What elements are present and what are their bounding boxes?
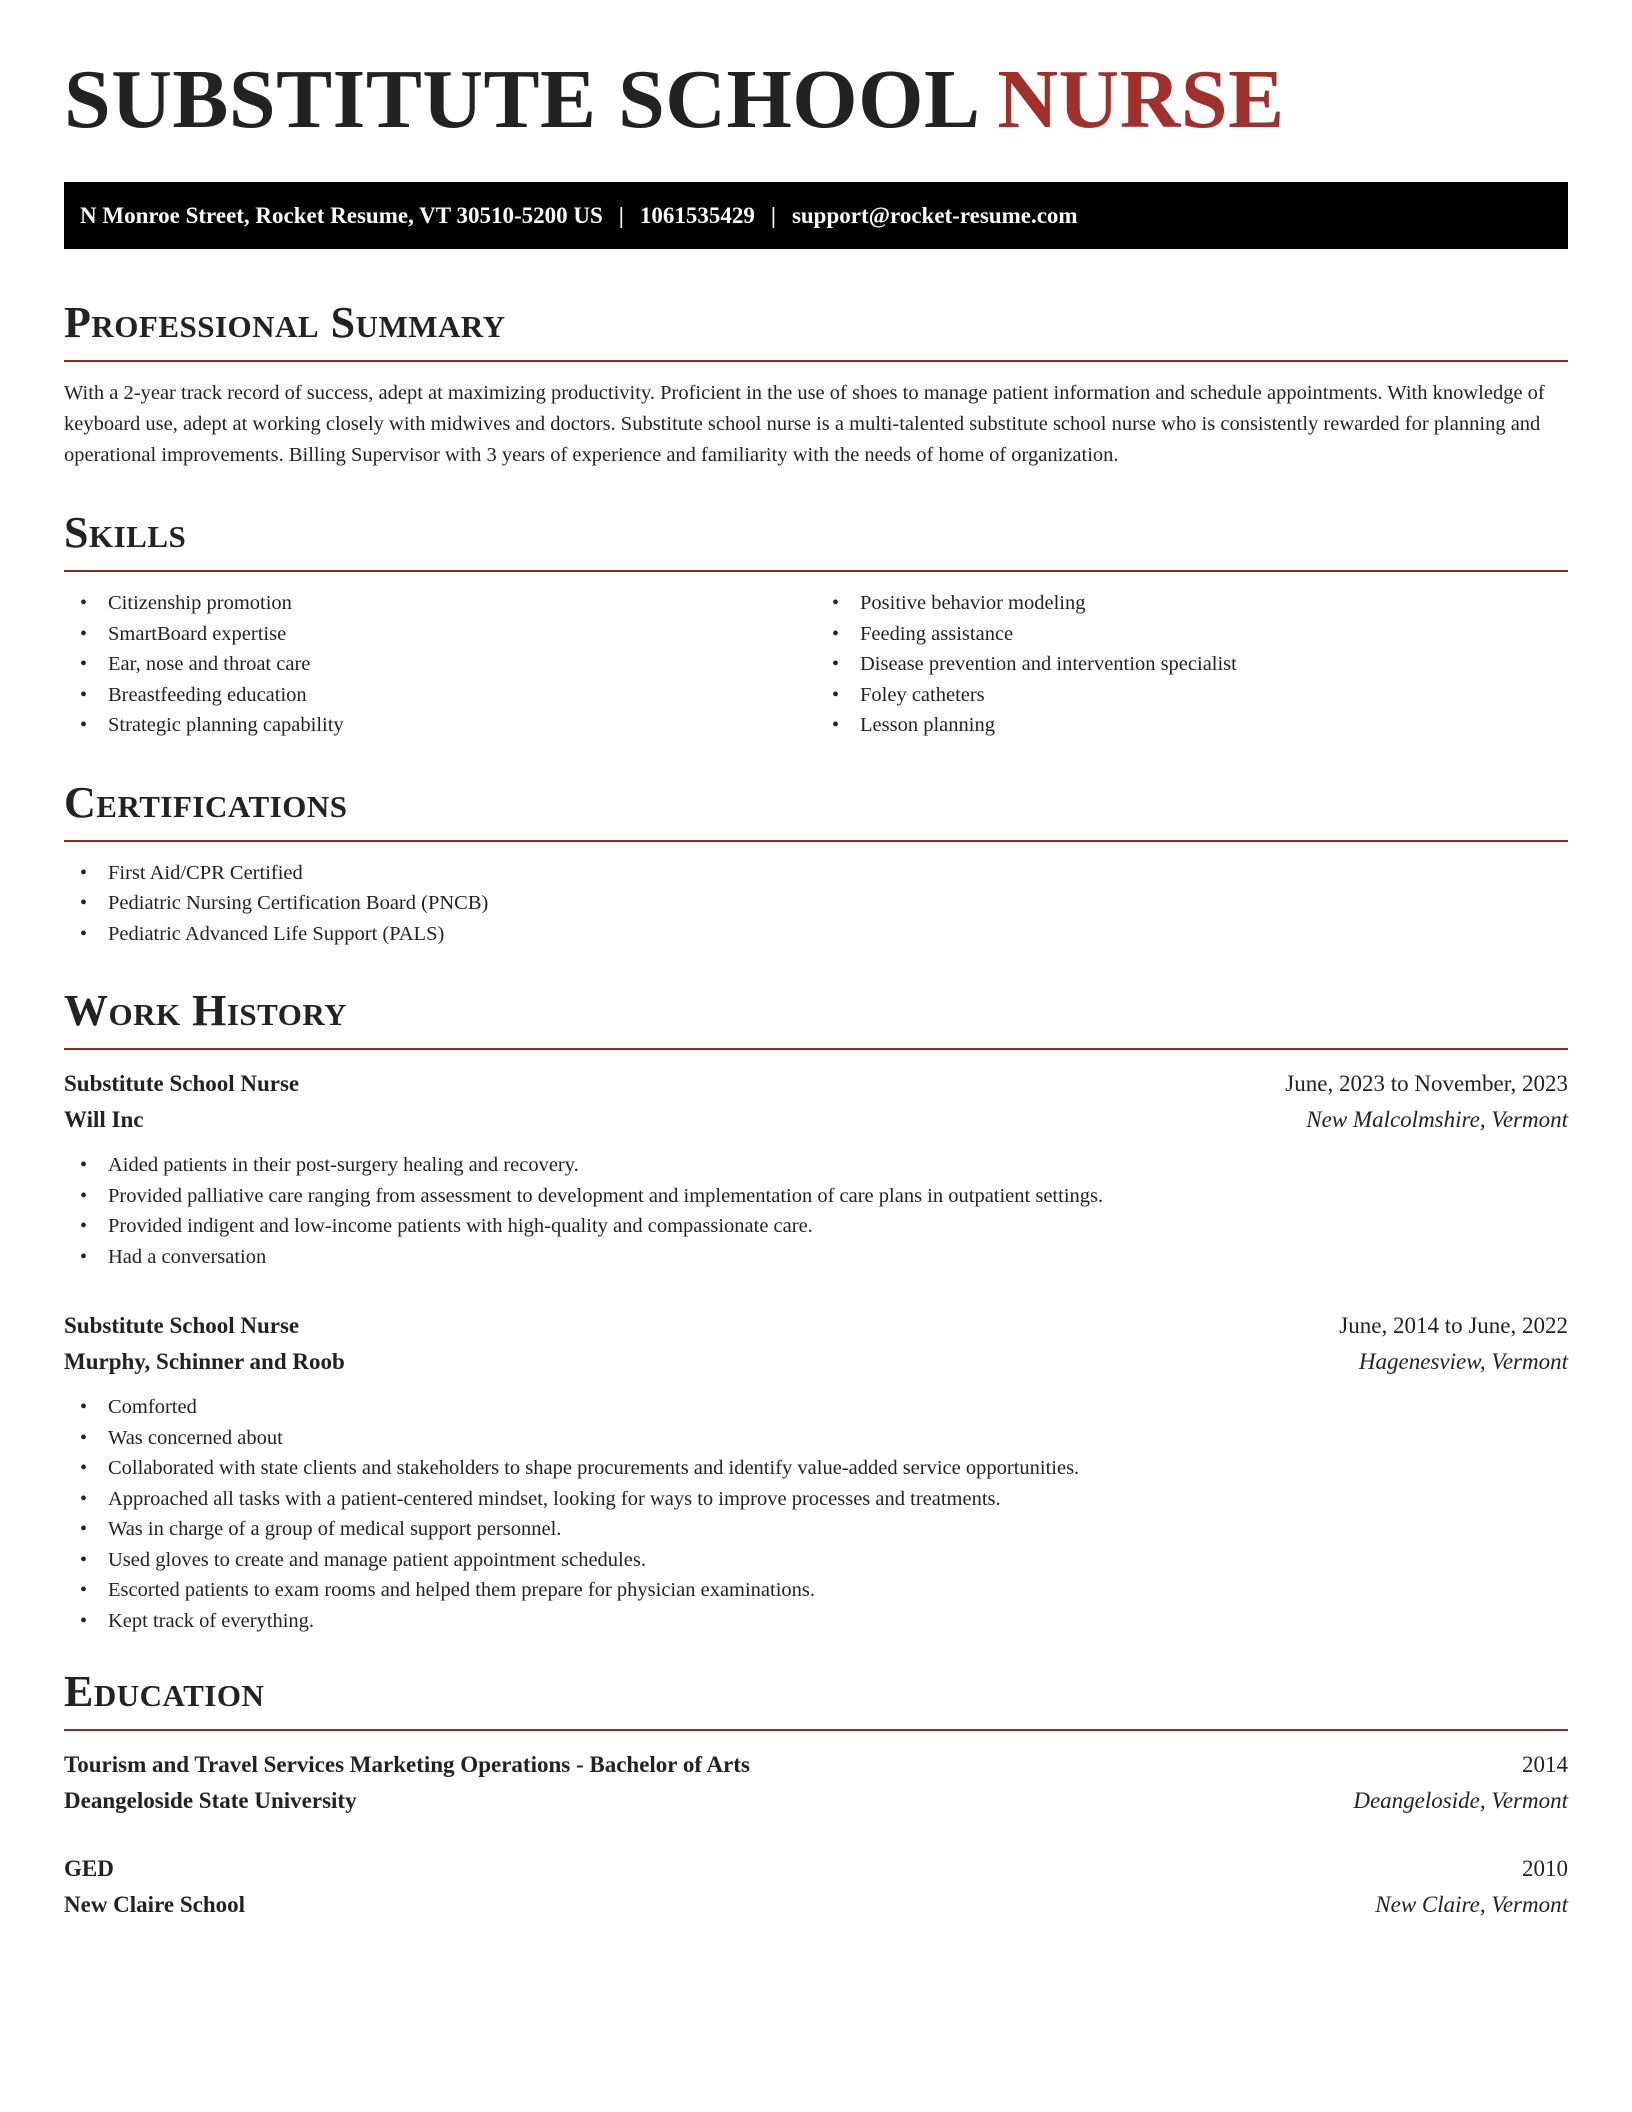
job-bullet: • Provided indigent and low-income patients with high-quality and compassionate care. (64, 1211, 1568, 1242)
skills-list (64, 572, 1568, 741)
education-entry (64, 1747, 1568, 1819)
resume-title (64, 52, 1568, 146)
section-title-work-history: Work History (64, 989, 1568, 1050)
contact-email: support@rocket-resume.com (791, 202, 1078, 228)
section-title-education: Education (64, 1670, 1568, 1731)
job-company: Murphy, Schinner and Roob (64, 1349, 345, 1374)
job-title: Substitute School Nurse (64, 1313, 300, 1338)
education-entry (64, 1851, 1568, 1923)
job-location: Hagenesview, Vermont (1358, 1349, 1568, 1374)
skills-column-right (816, 572, 1568, 741)
education-year: 2014 (1522, 1752, 1568, 1777)
certification-item: • Pediatric Nursing Certification Board (PNCB) (64, 888, 1568, 919)
section-title-skills: Skills (64, 511, 1568, 572)
education-year: 2010 (1522, 1856, 1568, 1881)
job-dates: June, 2014 to June, 2022 (1339, 1313, 1568, 1338)
job-bullet: • Escorted patients to exam rooms and helped them prepare for physician examinations. (64, 1575, 1568, 1606)
job-bullet: • Comforted (64, 1392, 1568, 1423)
skill-item: • Breastfeeding education (64, 680, 816, 711)
certification-item: • First Aid/CPR Certified (64, 858, 1568, 889)
skill-item: • Disease prevention and intervention specialist (816, 649, 1568, 680)
job-bullet: • Aided patients in their post-surgery healing and recovery. (64, 1150, 1568, 1181)
job-bullets (64, 1392, 1568, 1636)
job-bullet: • Approached all tasks with a patient-centered mindset, looking for ways to improve processes and treatments. (64, 1484, 1568, 1515)
education-location: New Claire, Vermont (1375, 1892, 1568, 1917)
job-bullet: • Provided palliative care ranging from assessment to development and implementation of care plans in outpatient settings. (64, 1181, 1568, 1212)
job-bullet: • Was concerned about (64, 1423, 1568, 1454)
contact-phone: 1061535429 (639, 202, 755, 228)
education-degree: Tourism and Travel Services Marketing Operations - Bachelor of Arts (64, 1752, 750, 1777)
job-bullets (64, 1150, 1568, 1272)
job-dates: June, 2023 to November, 2023 (1285, 1071, 1568, 1096)
skill-item: • Positive behavior modeling (816, 588, 1568, 619)
education-location: Deangeloside, Vermont (1353, 1788, 1568, 1813)
skills-column-left (64, 572, 816, 741)
job-entry (64, 1066, 1568, 1272)
skill-item: • Feeding assistance (816, 619, 1568, 650)
section-title-summary: Professional Summary (64, 301, 1568, 362)
education-school: New Claire School (64, 1892, 246, 1917)
job-bullet: • Collaborated with state clients and stakeholders to shape procurements and identify value-added service opportunities. (64, 1453, 1568, 1484)
job-bullet: • Used gloves to create and manage patient appointment schedules. (64, 1545, 1568, 1576)
education-degree: GED (64, 1856, 114, 1881)
section-title-certifications: Certifications (64, 781, 1568, 842)
job-bullet: • Had a conversation (64, 1242, 1568, 1273)
certification-item: • Pediatric Advanced Life Support (PALS) (64, 919, 1568, 950)
job-company: Will Inc (64, 1107, 144, 1132)
contact-separator: | (618, 202, 624, 228)
job-bullet: • Was in charge of a group of medical support personnel. (64, 1514, 1568, 1545)
education-school: Deangeloside State University (64, 1788, 357, 1813)
skill-item: • Strategic planning capability (64, 710, 816, 741)
title-main: SUBSTITUTE SCHOOL (64, 53, 976, 146)
job-bullet: • Kept track of everything. (64, 1606, 1568, 1637)
skill-item: • Lesson planning (816, 710, 1568, 741)
skill-item: • SmartBoard expertise (64, 619, 816, 650)
skill-item: • Ear, nose and throat care (64, 649, 816, 680)
contact-bar (64, 182, 1568, 249)
summary-text: With a 2-year track record of success, adept at maximizing productivity. Proficient in the use of shoes to manage patient information and schedule appointments. With knowledge of keyboard use, adept at working closely with midwives and doctors. Substitute school nurse is a multi-talented substitute school nurse who is consistently rewarded for planning and operational improvements. Billing Supervisor with 3 years of experience and familiarity with the needs of home of organization. (64, 382, 1545, 466)
skill-item: • Citizenship promotion (64, 588, 816, 619)
job-title: Substitute School Nurse (64, 1071, 300, 1096)
job-location: New Malcolmshire, Vermont (1306, 1107, 1568, 1132)
certifications-list (64, 858, 1568, 950)
job-entry (64, 1308, 1568, 1636)
title-accent: NURSE (997, 53, 1285, 146)
skill-item: • Foley catheters (816, 680, 1568, 711)
contact-address: N Monroe Street, Rocket Resume, VT 30510-5200 US (80, 202, 603, 228)
contact-separator: | (770, 202, 776, 228)
